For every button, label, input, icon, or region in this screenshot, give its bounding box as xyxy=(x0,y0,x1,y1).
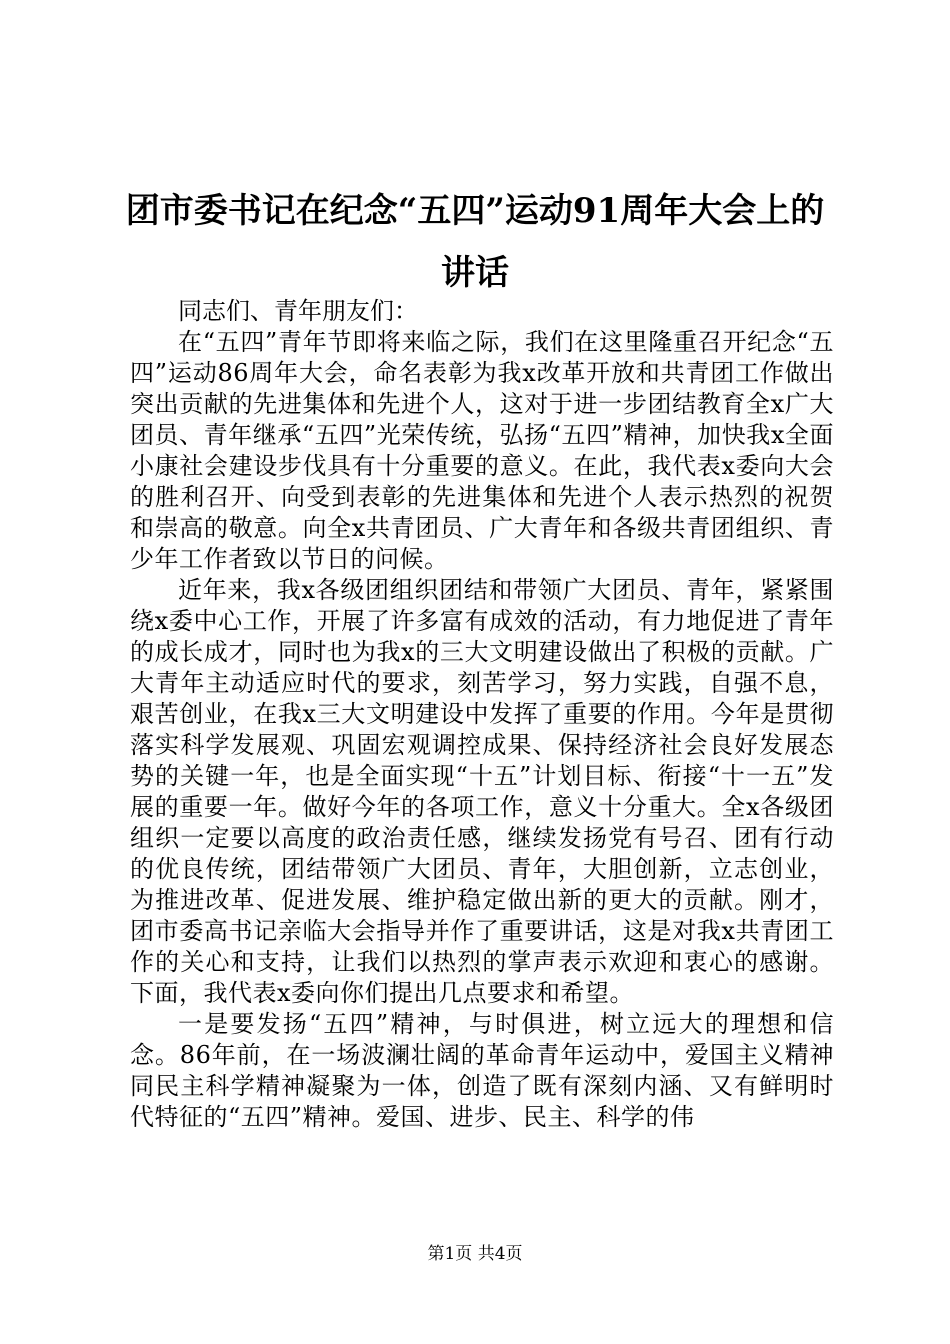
salutation: 同志们、青年朋友们： xyxy=(178,297,418,325)
document-title: 团市委书记在纪念“五四”运动91周年大会上的讲话 xyxy=(125,191,825,293)
paragraph: 近年来，我x各级团组织团结和带领广大团员、青年，紧紧围绕x委中心工作，开展了许多富有成效的活动，有力地促进了青年的成长成才，同时也为我x的三大文明建设做出了积极的贡献。广大青年主动适应时代的要求，刻苦学习，努力实践，自强不息，艰苦创业，在我x三大文明建设中发挥了重要的作用。今年是贯彻落实科学发展观、巩固宏观调控成果、保持经济社会良好发展态势的关键一年，也是全面实现“十五”计划目标、衔接“十一五”发展的重要一年。做好今年的各项工作，意义十分重大。全x各级团组织一定要以高度的政治责任感，继续发扬党有号召、团有行动的优良传统，团结带领广大团员、青年，大胆创新，立志创业，为推进改革、促进发展、维护稳定做出新的更大的贡献。刚才，团市委高书记亲临大会指导并作了重要讲话，这是对我x共青团工作的关心和支持，让我们以热烈的掌声表示欢迎和衷心的感谢。下面，我代表x委向你们提出几点要求和希望。 xyxy=(130,576,834,1007)
document-body xyxy=(130,296,834,1133)
page-footer: 第1页 共4页 xyxy=(427,1244,523,1264)
paragraph: 一是要发扬“五四”精神，与时俱进，树立远大的理想和信念。86年前，在一场波澜壮阔的革命青年运动中，爱国主义精神同民主科学精神凝聚为一体，创造了既有深刻内涵、又有鲜明时代特征的“五四”精神。爱国、进步、民主、科学的伟 xyxy=(130,1010,834,1131)
paragraph: 在“五四”青年节即将来临之际，我们在这里隆重召开纪念“五四”运动86周年大会，命名表彰为我x改革开放和共青团工作做出突出贡献的先进集体和先进个人，这对于进一步团结教育全x广大团员、青年继承“五四”光荣传统，弘扬“五四”精神，加快我x全面小康社会建设步伐具有十分重要的意义。在此，我代表x委向大会的胜利召开、向受到表彰的先进集体和先进个人表示热烈的祝贺和崇高的敬意。向全x共青团员、广大青年和各级共青团组织、青少年工作者致以节日的问候。 xyxy=(130,328,834,573)
